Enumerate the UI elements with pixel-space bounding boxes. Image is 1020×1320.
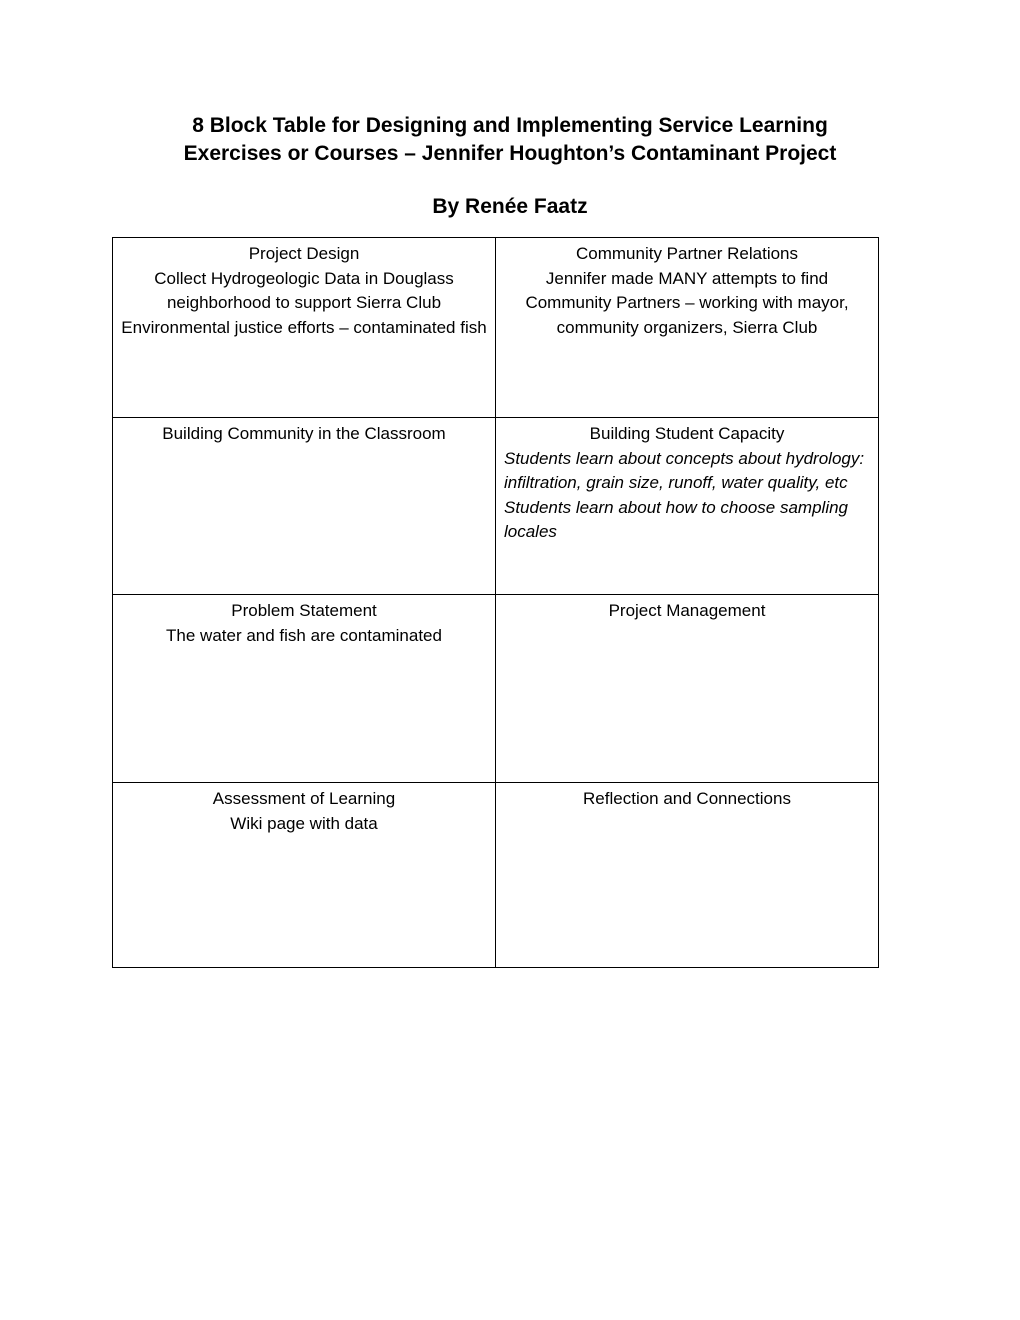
cell-body: Students learn about concepts about hydrology: infiltration, grain size, runoff, water quality, etc — [504, 448, 874, 492]
document-title-line-2: Exercises or Courses – Jennifer Houghton’s Contaminant Project — [183, 142, 837, 165]
table-row — [113, 595, 879, 783]
cell-title: Problem Statement — [231, 601, 377, 620]
cell-body: Students learn about how to choose sampling locales — [504, 497, 853, 541]
table-row — [113, 418, 879, 595]
cell-title: Project Design — [248, 244, 360, 263]
cell-community-partner-relations — [496, 238, 879, 418]
cell-title: Reflection and Connections — [583, 789, 791, 808]
cell-title: Community Partner Relations — [575, 244, 799, 263]
cell-title: Assessment of Learning — [212, 789, 396, 808]
table-row — [113, 238, 879, 418]
cell-title: Building Community in the Classroom — [162, 424, 446, 443]
cell-title: Building Student Capacity — [589, 424, 785, 443]
byline: By Renée Faatz — [432, 195, 588, 218]
cell-body: Jennifer made MANY attempts to find Community Partners – working with mayor, community organizers, Sierra Club — [525, 268, 849, 337]
cell-project-design — [113, 238, 496, 418]
eight-block-table — [112, 237, 879, 968]
cell-reflection-and-connections — [496, 783, 879, 968]
cell-project-management — [496, 595, 879, 783]
cell-assessment-of-learning — [113, 783, 496, 968]
document-title — [70, 112, 950, 168]
cell-building-student-capacity — [496, 418, 879, 595]
cell-body: The water and fish are contaminated — [166, 625, 442, 645]
cell-problem-statement — [113, 595, 496, 783]
cell-body: Wiki page with data — [230, 813, 378, 833]
cell-title: Project Management — [608, 601, 766, 620]
cell-building-community — [113, 418, 496, 595]
cell-body: Collect Hydrogeologic Data in Douglass neighborhood to support Sierra Club Environmental justice efforts – contaminated fish — [121, 268, 487, 337]
document-title-line-1: 8 Block Table for Designing and Implementing Service Learning — [192, 114, 828, 137]
table-row — [113, 783, 879, 968]
